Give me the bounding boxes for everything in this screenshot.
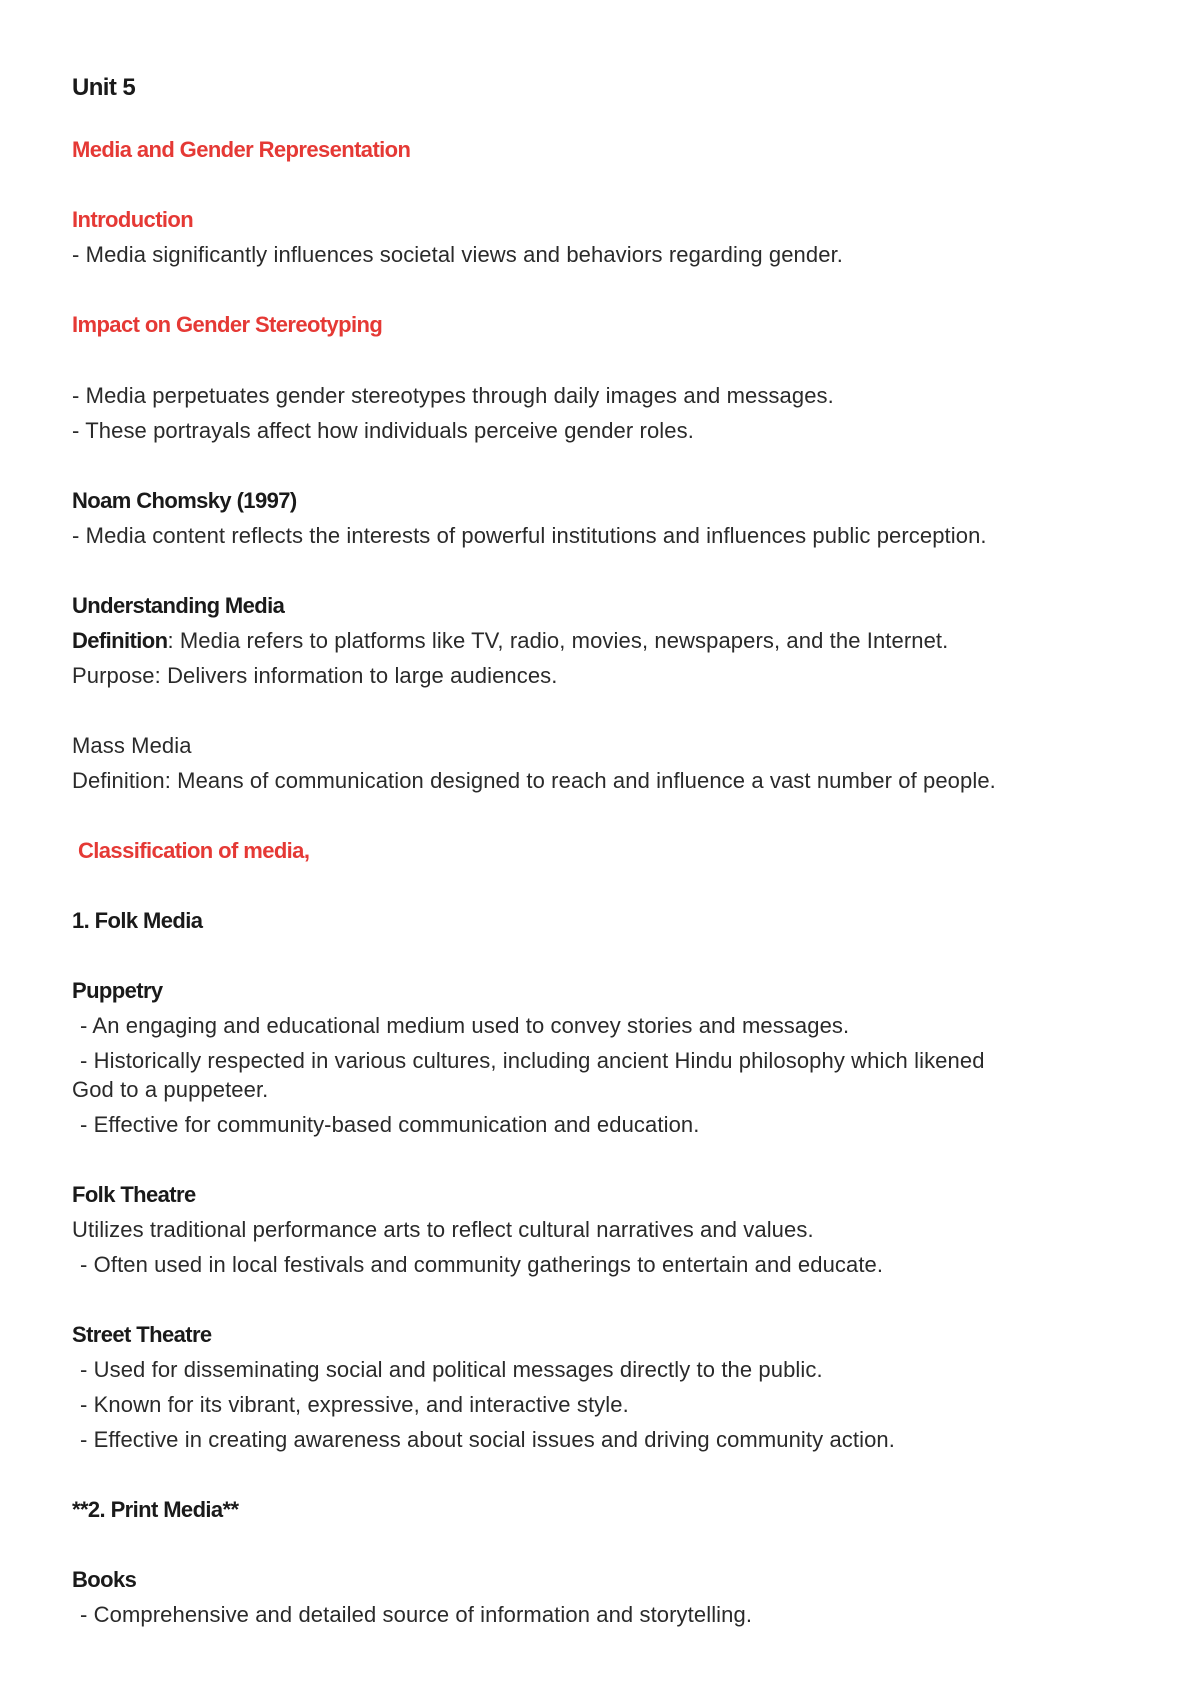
street-theatre-line-2: - Known for its vibrant, expressive, and interactive style. — [80, 1392, 629, 1417]
classification-heading: Classification of media, — [78, 838, 310, 863]
street-theatre-line-1: - Used for disseminating social and political messages directly to the public. — [80, 1357, 823, 1382]
folk-theatre-line-1: Utilizes traditional performance arts to reflect cultural narratives and values. — [72, 1217, 814, 1242]
mass-media-heading: Mass Media — [72, 733, 192, 758]
understanding-purpose: Purpose: Delivers information to large audiences. — [72, 663, 558, 688]
street-theatre-line-3: - Effective in creating awareness about social issues and driving community action. — [80, 1427, 895, 1452]
impact-line-2: - These portrayals affect how individuals perceive gender roles. — [72, 418, 694, 443]
puppetry-line-1: - An engaging and educational medium used to convey stories and messages. — [80, 1013, 850, 1038]
folk-theatre-heading: Folk Theatre — [72, 1182, 196, 1207]
document-title: Media and Gender Representation — [72, 137, 411, 162]
unit-heading: Unit 5 — [72, 74, 136, 101]
chomsky-heading: Noam Chomsky (1997) — [72, 488, 297, 513]
mass-media-definition: Definition: Means of communication designed to reach and influence a vast number of people. — [72, 768, 996, 793]
street-theatre-heading: Street Theatre — [72, 1322, 212, 1347]
impact-line-1: - Media perpetuates gender stereotypes through daily images and messages. — [72, 383, 834, 408]
definition-text: : Media refers to platforms like TV, radio, movies, newspapers, and the Internet. — [167, 628, 949, 653]
books-heading: Books — [72, 1567, 137, 1592]
chomsky-line-1: - Media content reflects the interests of powerful institutions and influences public perception. — [72, 523, 987, 548]
puppetry-heading: Puppetry — [72, 978, 163, 1003]
introduction-heading: Introduction — [72, 207, 194, 232]
puppetry-line-2: - Historically respected in various cultures, including ancient Hindu philosophy which likened — [80, 1048, 985, 1073]
print-media-heading: **2. Print Media** — [72, 1497, 239, 1522]
introduction-line-1: - Media significantly influences societal views and behaviors regarding gender. — [72, 242, 843, 267]
folk-media-heading: 1. Folk Media — [72, 908, 203, 933]
folk-theatre-line-2: - Often used in local festivals and community gatherings to entertain and educate. — [80, 1252, 884, 1277]
understanding-media-heading: Understanding Media — [72, 593, 285, 618]
puppetry-line-2-continued: God to a puppeteer. — [72, 1077, 269, 1102]
puppetry-line-3: - Effective for community-based communication and education. — [80, 1112, 700, 1137]
understanding-definition — [72, 627, 948, 655]
books-line-1: - Comprehensive and detailed source of information and storytelling. — [80, 1602, 753, 1627]
definition-label: Definition — [72, 628, 168, 653]
impact-heading: Impact on Gender Stereotyping — [72, 312, 383, 337]
